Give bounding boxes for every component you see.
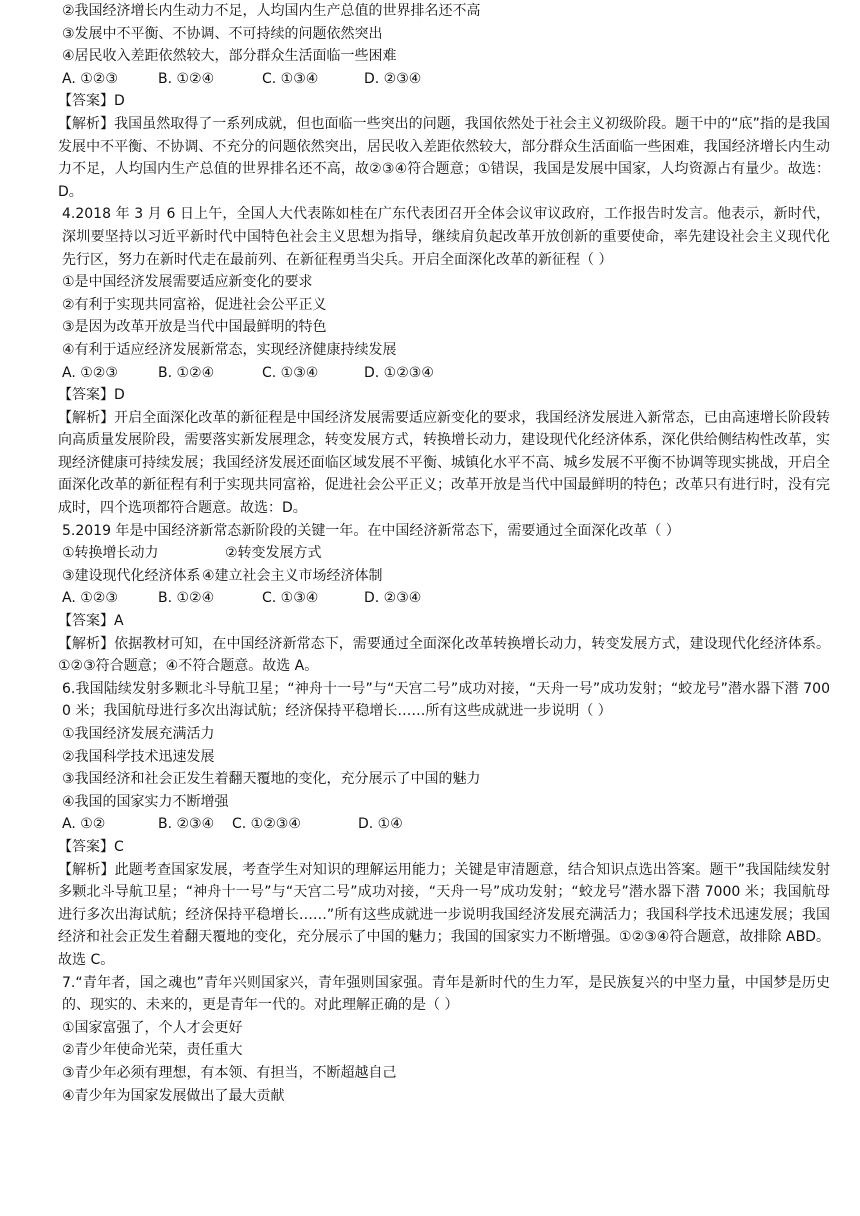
- q5-stem: 5.2019 年是中国经济新常态新阶段的关键一年。在中国经济新常态下，需要通过全面深化改革（ ）: [62, 522, 680, 539]
- q6-item-4: ④我国的国家实力不断增强: [62, 793, 229, 810]
- q6-option-c: C. ①②③④: [232, 816, 301, 833]
- q4-answer: 【答案】D: [58, 387, 125, 404]
- q6-stem: 6.我国陆续发射多颗北斗导航卫星；“神舟十一号”与“天宫二号”成功对接，“天舟一号”成功发射；“蛟龙号”潜水器下潜 7000 米；我国航母进行多次出海试航；经济保持平稳增长……所有这些成就进一步说明（ ）: [62, 680, 830, 720]
- q3-option-a: A. ①②③: [62, 70, 118, 87]
- q3-item-2: ②我国经济增长内生动力不足，人均国内生产总值的世界排名还不高: [62, 3, 481, 19]
- q4-option-c: C. ①③④: [262, 364, 319, 381]
- q5-option-b: B. ①②④: [158, 590, 215, 607]
- q6-explanation: 【解析】此题考查国家发展，考查学生对知识的理解运用能力；关键是审清题意，结合知识点选出答案。题干”我国陆续发射多颗北斗导航卫星；“神舟十一号”与“天宫二号”成功对接，“天舟一号”成功发射；“蛟龙号”潜水器下潜 7000 米；我国航母进行多次出海试航；经济保持平稳增长……”所有这些成就进一步说明我国经济发展充满活力；我国科学技术迅速发展；我国经济和社会正发生着翻天覆地的变化，充分展示了中国的魅力；我国的国家实力不断增强。①②③④符合题意，故排除 ABD。故选 C。: [58, 861, 830, 968]
- q4-item-4: ④有利于适应经济发展新常态，实现经济健康持续发展: [62, 341, 397, 358]
- q5-options: [62, 587, 830, 610]
- q7-stem: 7.“青年者，国之魂也”青年兴则国家兴，青年强则国家强。青年是新时代的生力军，是民族复兴的中坚力量，中国梦是历史的、现实的、未来的，更是青年一代的。对此理解正确的是（ ）: [62, 974, 830, 1014]
- q7-item-4: ④青少年为国家发展做出了最大贡献: [62, 1087, 285, 1104]
- q5-answer: 【答案】A: [58, 613, 124, 630]
- q3-option-c: C. ①③④: [262, 70, 319, 87]
- q7-item-1: ①国家富强了，个人才会更好: [62, 1019, 243, 1036]
- q3-item-3: ③发展中不平衡、不协调、不可持续的问题依然突出: [62, 25, 383, 42]
- q6-item-3: ③我国经济和社会正发生着翻天覆地的变化，充分展示了中国的魅力: [62, 771, 481, 788]
- q5-option-c: C. ①③④: [262, 590, 319, 607]
- q4-option-b: B. ①②④: [158, 364, 215, 381]
- q3-answer: 【答案】D: [58, 93, 125, 110]
- q5-item-3: ③建设现代化经济体系: [62, 567, 201, 584]
- q5-items-row-2: [62, 565, 830, 588]
- q7-item-2: ②青少年使命光荣，责任重大: [62, 1042, 243, 1059]
- q6-option-b: B. ②③④: [158, 816, 215, 833]
- q3-option-d: D. ②③④: [364, 70, 422, 87]
- q4-item-2: ②有利于实现共同富裕，促进社会公平正义: [62, 296, 327, 313]
- q5-option-a: A. ①②③: [62, 590, 118, 607]
- q5-explanation: 【解析】依据教材可知，在中国经济新常态下，需要通过全面深化改革转换增长动力，转变发展方式，建设现代化经济体系。①②③符合题意；④不符合题意。故选 A。: [58, 635, 830, 675]
- q5-item-2: ②转变发展方式: [225, 545, 322, 562]
- q6-options: [62, 813, 830, 836]
- q3-explanation: 【解析】我国虽然取得了一系列成就，但也面临一些突出的问题，我国依然处于社会主义初级阶段。题干中的“底”指的是我国发展中不平衡、不协调、不充分的问题依然突出，居民收入差距依然较大，部分群众生活面临一些困难，我国经济增长内生动力不足，人均国内生产总值的世界排名还不高，故②③④符合题意；①错误，我国是发展中国家，人均资源占有量少。故选：D。: [58, 115, 830, 200]
- q6-option-a: A. ①②: [62, 816, 106, 833]
- document-content: [58, 0, 830, 1107]
- q5-option-d: D. ②③④: [364, 590, 422, 607]
- q5-item-4: ④建立社会主义市场经济体制: [202, 567, 383, 584]
- q4-stem: 4.2018 年 3 月 6 日上午，全国人大代表陈如桂在广东代表团召开全体会议审议政府，工作报告时发言。他表示，新时代，深圳要坚持以习近平新时代中国特色社会主义思想为指导，继续肩负起改革开放创新的重要使命，率先建设社会主义现代化先行区，努力在新时代走在最前列、在新征程勇当尖兵。开启全面深化改革的新征程（ ）: [62, 206, 830, 268]
- q5-items-row-1: [62, 542, 830, 565]
- q6-answer: 【答案】C: [58, 838, 124, 855]
- q4-option-d: D. ①②③④: [364, 364, 434, 381]
- q4-options: [62, 362, 830, 385]
- q6-item-1: ①我国经济发展充满活力: [62, 726, 215, 742]
- q4-item-1: ①是中国经济发展需要适应新变化的要求: [62, 274, 313, 291]
- q6-item-2: ②我国科学技术迅速发展: [62, 748, 215, 765]
- q3-item-4: ④居民收入差距依然较大，部分群众生活面临一些困难: [62, 48, 397, 65]
- q3-options: [62, 68, 830, 91]
- q4-explanation: 【解析】开启全面深化改革的新征程是中国经济发展需要适应新变化的要求，我国经济发展进入新常态，已由高速增长阶段转向高质量发展阶段，需要落实新发展理念，转变发展方式，转换增长动力，建设现代化经济体系，深化供给侧结构性改革，实现经济健康可持续发展；我国经济发展还面临区域发展不平衡、城镇化水平不高、城乡发展不平衡不协调等现实挑战，开启全面深化改革的新征程有利于实现共同富裕，促进社会公平正义；改革开放是当代中国最鲜明的特色；改革只有进行时，没有完成时，四个选项都符合题意。故选：D。: [58, 409, 830, 517]
- q4-option-a: A. ①②③: [62, 364, 118, 381]
- q5-item-1: ①转换增长动力: [62, 545, 159, 562]
- q6-option-d: D. ①④: [358, 816, 403, 833]
- q7-item-3: ③青少年必须有理想，有本领、有担当，不断超越自己: [62, 1064, 397, 1081]
- q3-option-b: B. ①②④: [158, 70, 215, 87]
- q4-item-3: ③是因为改革开放是当代中国最鲜明的特色: [62, 319, 327, 336]
